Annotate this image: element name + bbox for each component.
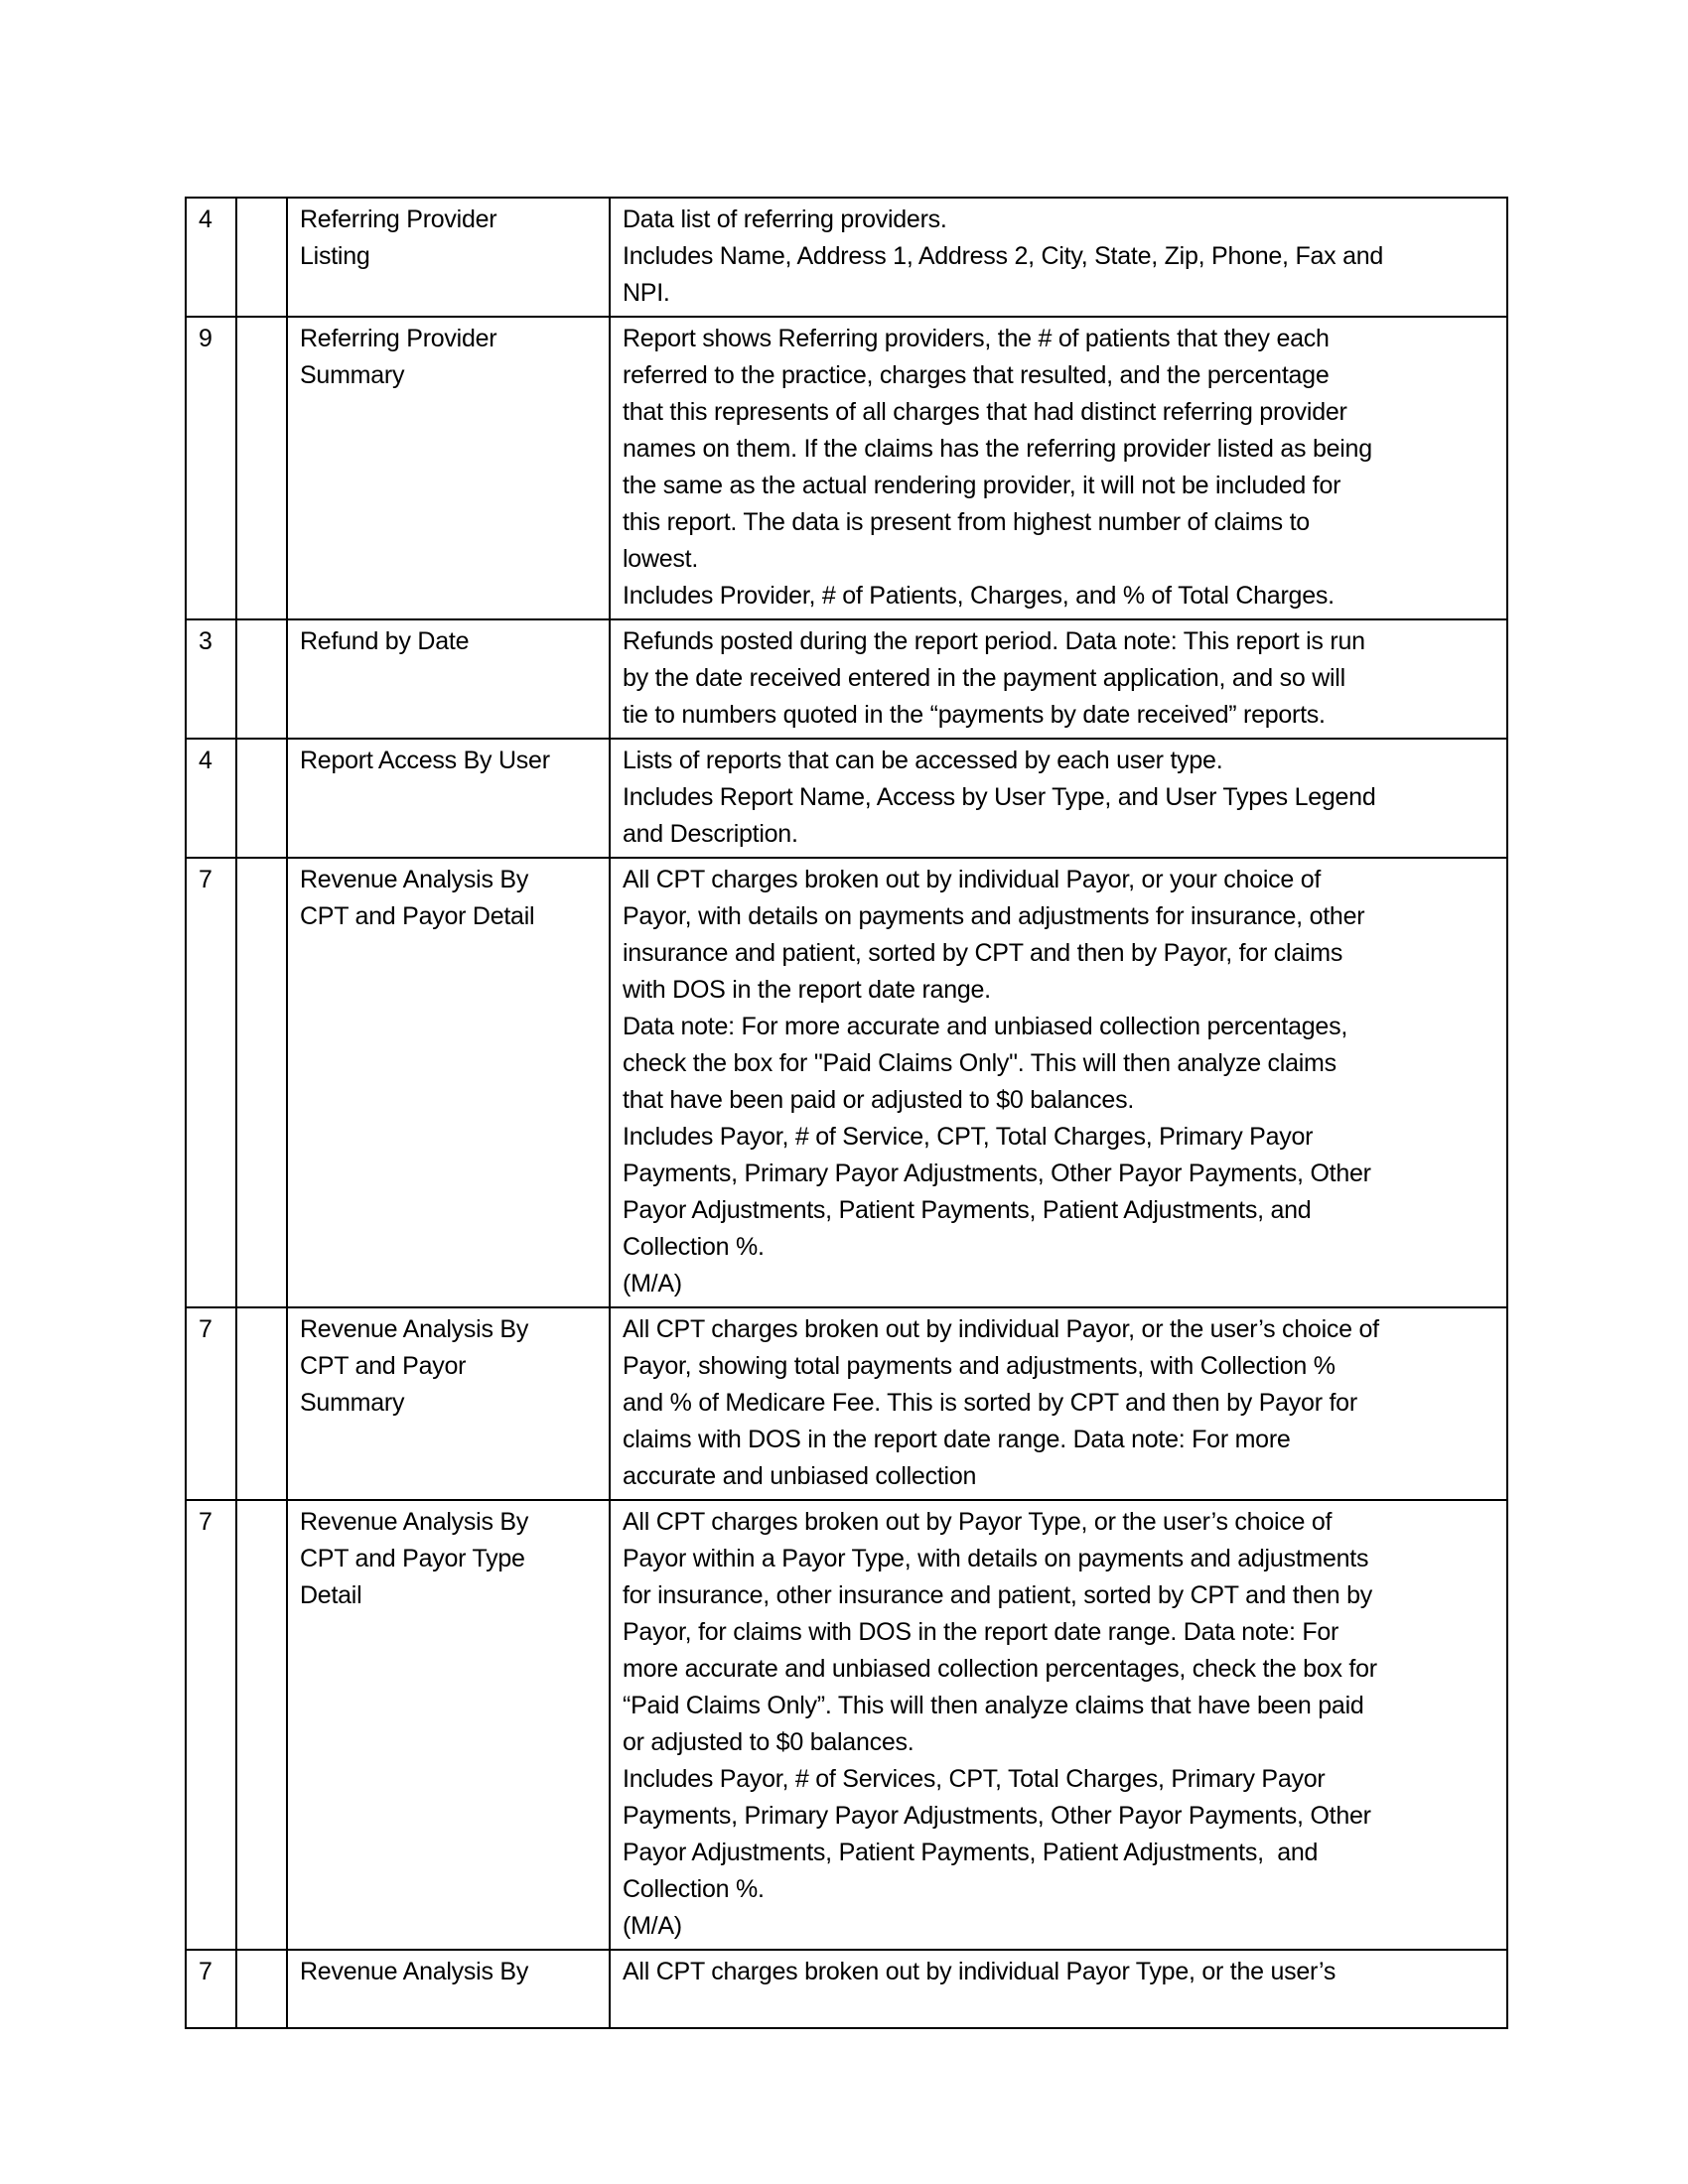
- report-description-line: Payor within a Payor Type, with details on payments and adjustments: [623, 1545, 1369, 1572]
- report-description-line: Includes Payor, # of Service, CPT, Total Charges, Primary Payor: [623, 1123, 1314, 1151]
- report-name-line: Revenue Analysis By: [300, 866, 529, 893]
- report-name-line: Referring Provider: [300, 205, 497, 233]
- report-description-line: claims with DOS in the report date range. Data note: For more: [623, 1426, 1291, 1453]
- report-description-line: check the box for "Paid Claims Only". This will then analyze claims: [623, 1049, 1336, 1077]
- empty-cell: [236, 1500, 287, 1950]
- report-name-cell: [287, 1307, 610, 1500]
- report-name-line: CPT and Payor Type: [300, 1545, 525, 1572]
- report-number: 4: [199, 747, 212, 774]
- report-description-line: Payor Adjustments, Patient Payments, Patient Adjustments, and: [623, 1196, 1312, 1224]
- report-description-line: insurance and patient, sorted by CPT and then by Payor, for claims: [623, 939, 1343, 967]
- report-number-cell: [186, 1307, 236, 1500]
- empty-cell: [236, 858, 287, 1307]
- report-number: 3: [199, 627, 212, 655]
- report-description-line: Payments, Primary Payor Adjustments, Other Payor Payments, Other: [623, 1160, 1371, 1187]
- report-name-line: CPT and Payor: [300, 1352, 467, 1380]
- report-description-line: Includes Payor, # of Services, CPT, Total Charges, Primary Payor: [623, 1765, 1326, 1793]
- report-description-cell: [610, 1500, 1507, 1950]
- report-description-line: All CPT charges broken out by individual Payor, or the user’s choice of: [623, 1315, 1379, 1343]
- report-name-line: CPT and Payor Detail: [300, 902, 535, 930]
- report-description-line: by the date received entered in the payment application, and so will: [623, 664, 1345, 692]
- report-description-line: lowest.: [623, 545, 699, 573]
- table-row: [186, 619, 1507, 739]
- report-description-line: referred to the practice, charges that resulted, and the percentage: [623, 361, 1330, 389]
- report-description-line: tie to numbers quoted in the “payments by date received” reports.: [623, 701, 1326, 729]
- empty-cell: [236, 739, 287, 858]
- report-number: 7: [199, 1315, 212, 1343]
- report-description-line: Payments, Primary Payor Adjustments, Other Payor Payments, Other: [623, 1802, 1371, 1830]
- report-description-line: Includes Report Name, Access by User Type, and User Types Legend: [623, 783, 1376, 811]
- report-description-cell: [610, 739, 1507, 858]
- report-description-line: Payor, showing total payments and adjustments, with Collection %: [623, 1352, 1336, 1380]
- report-description-cell: [610, 1307, 1507, 1500]
- report-name-cell: [287, 1950, 610, 2028]
- report-description-line: this report. The data is present from highest number of claims to: [623, 508, 1310, 536]
- report-number: 7: [199, 1508, 212, 1536]
- report-name-cell: [287, 1500, 610, 1950]
- empty-cell: [236, 1307, 287, 1500]
- report-description-line: Collection %.: [623, 1233, 765, 1261]
- report-number: 7: [199, 866, 212, 893]
- report-name-line: Referring Provider: [300, 325, 497, 352]
- report-name-cell: [287, 739, 610, 858]
- table-row: [186, 1307, 1507, 1500]
- report-description-line: All CPT charges broken out by Payor Type, or the user’s choice of: [623, 1508, 1333, 1536]
- report-description-line: Lists of reports that can be accessed by each user type.: [623, 747, 1223, 774]
- report-description-line: All CPT charges broken out by individual Payor Type, or the user’s: [623, 1958, 1336, 1985]
- report-name-line: Summary: [300, 361, 405, 389]
- report-number-cell: [186, 198, 236, 317]
- report-name-line: Detail: [300, 1581, 362, 1609]
- report-description-line: All CPT charges broken out by individual Payor, or your choice of: [623, 866, 1322, 893]
- report-description-line: (M/A): [623, 1912, 682, 1940]
- report-description-line: Includes Provider, # of Patients, Charges, and % of Total Charges.: [623, 582, 1335, 610]
- report-description-line: the same as the actual rendering provider, it will not be included for: [623, 472, 1341, 499]
- report-name-line: Report Access By User: [300, 747, 550, 774]
- report-description-line: Refunds posted during the report period. Data note: This report is run: [623, 627, 1365, 655]
- report-description-line: “Paid Claims Only”. This will then analyze claims that have been paid: [623, 1692, 1364, 1719]
- empty-cell: [236, 1950, 287, 2028]
- report-name-line: Revenue Analysis By: [300, 1315, 529, 1343]
- report-description-line: with DOS in the report date range.: [623, 976, 991, 1004]
- report-description-line: Report shows Referring providers, the # of patients that they each: [623, 325, 1330, 352]
- report-description-line: Payor, with details on payments and adjustments for insurance, other: [623, 902, 1365, 930]
- report-description-line: for insurance, other insurance and patient, sorted by CPT and then by: [623, 1581, 1372, 1609]
- report-description-line: Includes Name, Address 1, Address 2, City, State, Zip, Phone, Fax and: [623, 242, 1384, 270]
- report-name-line: Revenue Analysis By: [300, 1958, 529, 1985]
- report-description-line: names on them. If the claims has the referring provider listed as being: [623, 435, 1372, 463]
- report-number: 9: [199, 325, 212, 352]
- table-row: [186, 317, 1507, 619]
- report-name-line: Refund by Date: [300, 627, 470, 655]
- report-description-line: more accurate and unbiased collection percentages, check the box for: [623, 1655, 1377, 1683]
- report-number-cell: [186, 1500, 236, 1950]
- report-number-cell: [186, 619, 236, 739]
- report-name-line: Revenue Analysis By: [300, 1508, 529, 1536]
- report-description-cell: [610, 317, 1507, 619]
- report-description-line: Payor Adjustments, Patient Payments, Patient Adjustments, and: [623, 1839, 1319, 1866]
- report-name-cell: [287, 619, 610, 739]
- report-description-line: or adjusted to $0 balances.: [623, 1728, 914, 1756]
- empty-cell: [236, 317, 287, 619]
- report-name-cell: [287, 198, 610, 317]
- report-name-line: Summary: [300, 1389, 405, 1417]
- reports-table-body: [186, 198, 1507, 2028]
- report-description-line: NPI.: [623, 279, 670, 307]
- report-number: 4: [199, 205, 212, 233]
- table-row: [186, 1950, 1507, 2028]
- report-number-cell: [186, 739, 236, 858]
- table-row: [186, 858, 1507, 1307]
- report-number-cell: [186, 1950, 236, 2028]
- report-description-line: Collection %.: [623, 1875, 765, 1903]
- reports-table: [185, 197, 1508, 2029]
- report-number-cell: [186, 858, 236, 1307]
- report-description-cell: [610, 198, 1507, 317]
- report-name-cell: [287, 317, 610, 619]
- report-description-line: Data list of referring providers.: [623, 205, 947, 233]
- report-description-line: that this represents of all charges that had distinct referring provider: [623, 398, 1347, 426]
- table-row: [186, 739, 1507, 858]
- empty-cell: [236, 198, 287, 317]
- report-description-line: accurate and unbiased collection: [623, 1462, 977, 1490]
- report-description-line: Payor, for claims with DOS in the report date range. Data note: For: [623, 1618, 1339, 1646]
- report-description-cell: [610, 1950, 1507, 2028]
- report-number-cell: [186, 317, 236, 619]
- report-description-line: and % of Medicare Fee. This is sorted by CPT and then by Payor for: [623, 1389, 1357, 1417]
- report-name-line: Listing: [300, 242, 370, 270]
- table-row: [186, 198, 1507, 317]
- report-description-cell: [610, 619, 1507, 739]
- table-row: [186, 1500, 1507, 1950]
- report-description-line: that have been paid or adjusted to $0 balances.: [623, 1086, 1135, 1114]
- report-number: 7: [199, 1958, 212, 1985]
- report-description-line: and Description.: [623, 820, 798, 848]
- report-description-line: Data note: For more accurate and unbiased collection percentages,: [623, 1013, 1348, 1040]
- report-description-cell: [610, 858, 1507, 1307]
- empty-cell: [236, 619, 287, 739]
- report-name-cell: [287, 858, 610, 1307]
- report-description-line: (M/A): [623, 1270, 682, 1297]
